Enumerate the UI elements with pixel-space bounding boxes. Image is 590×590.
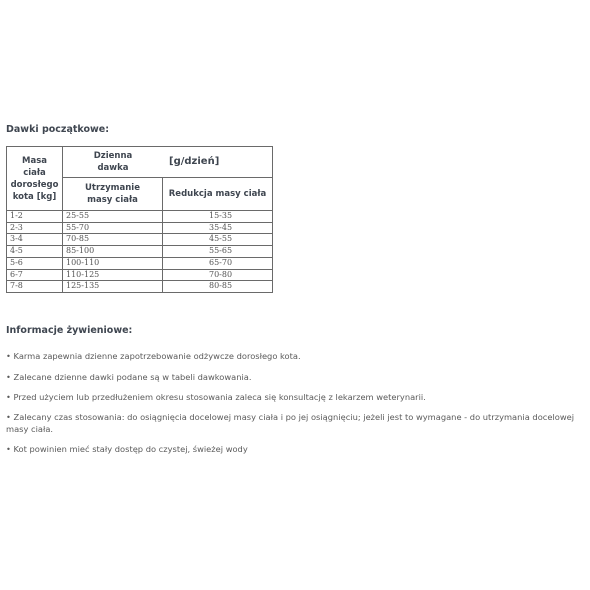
nutrition-info-list: [6, 350, 586, 463]
list-item: • Przed użyciem lub przedłużeniem okresu stosowania zaleca się konsultację z lekarzem weterynarii.: [6, 392, 426, 402]
table-row: 4-5 85-100 55-65: [7, 246, 273, 258]
list-item: • Zalecane dzienne dawki podane są w tabeli dawkowania.: [6, 372, 252, 382]
list-item: • Zalecany czas stosowania: do osiągnięcia docelowej masy ciała i po jej osiągnięciu; jeżeli jest to wymagane - do utrzymania docelowej masy ciała.: [6, 412, 575, 434]
list-item: • Karma zapewnia dzienne zapotrzebowanie odżywcze dorosłego kota.: [6, 351, 301, 361]
table-row: 1-2 25-55 15-35: [7, 211, 273, 223]
table-row: 6-7 110-125 70-80: [7, 269, 273, 281]
header-unit: [g/dzień]: [169, 156, 220, 167]
table-row: 2-3 55-70 35-45: [7, 222, 273, 234]
nutrition-info-heading: Informacje żywieniowe:: [6, 325, 133, 336]
header-maintain: Utrzymanie masy ciała: [63, 178, 163, 211]
dosage-table: [6, 146, 273, 293]
list-item: • Kot powinien mieć stały dostęp do czystej, świeżej wody: [6, 444, 248, 454]
header-daily-dose: Dzienna dawka [g/dzień]: [63, 147, 273, 178]
table-row: 5-6 100-110 65-70: [7, 257, 273, 269]
header-body-mass: Masa ciała dorosłego kota [kg]: [7, 147, 63, 211]
header-reduce: Redukcja masy ciała: [163, 178, 273, 211]
dosage-heading: Dawki początkowe:: [6, 124, 110, 135]
table-row: 7-8 125-135 80-85: [7, 281, 273, 293]
table-row: 3-4 70-85 45-55: [7, 234, 273, 246]
